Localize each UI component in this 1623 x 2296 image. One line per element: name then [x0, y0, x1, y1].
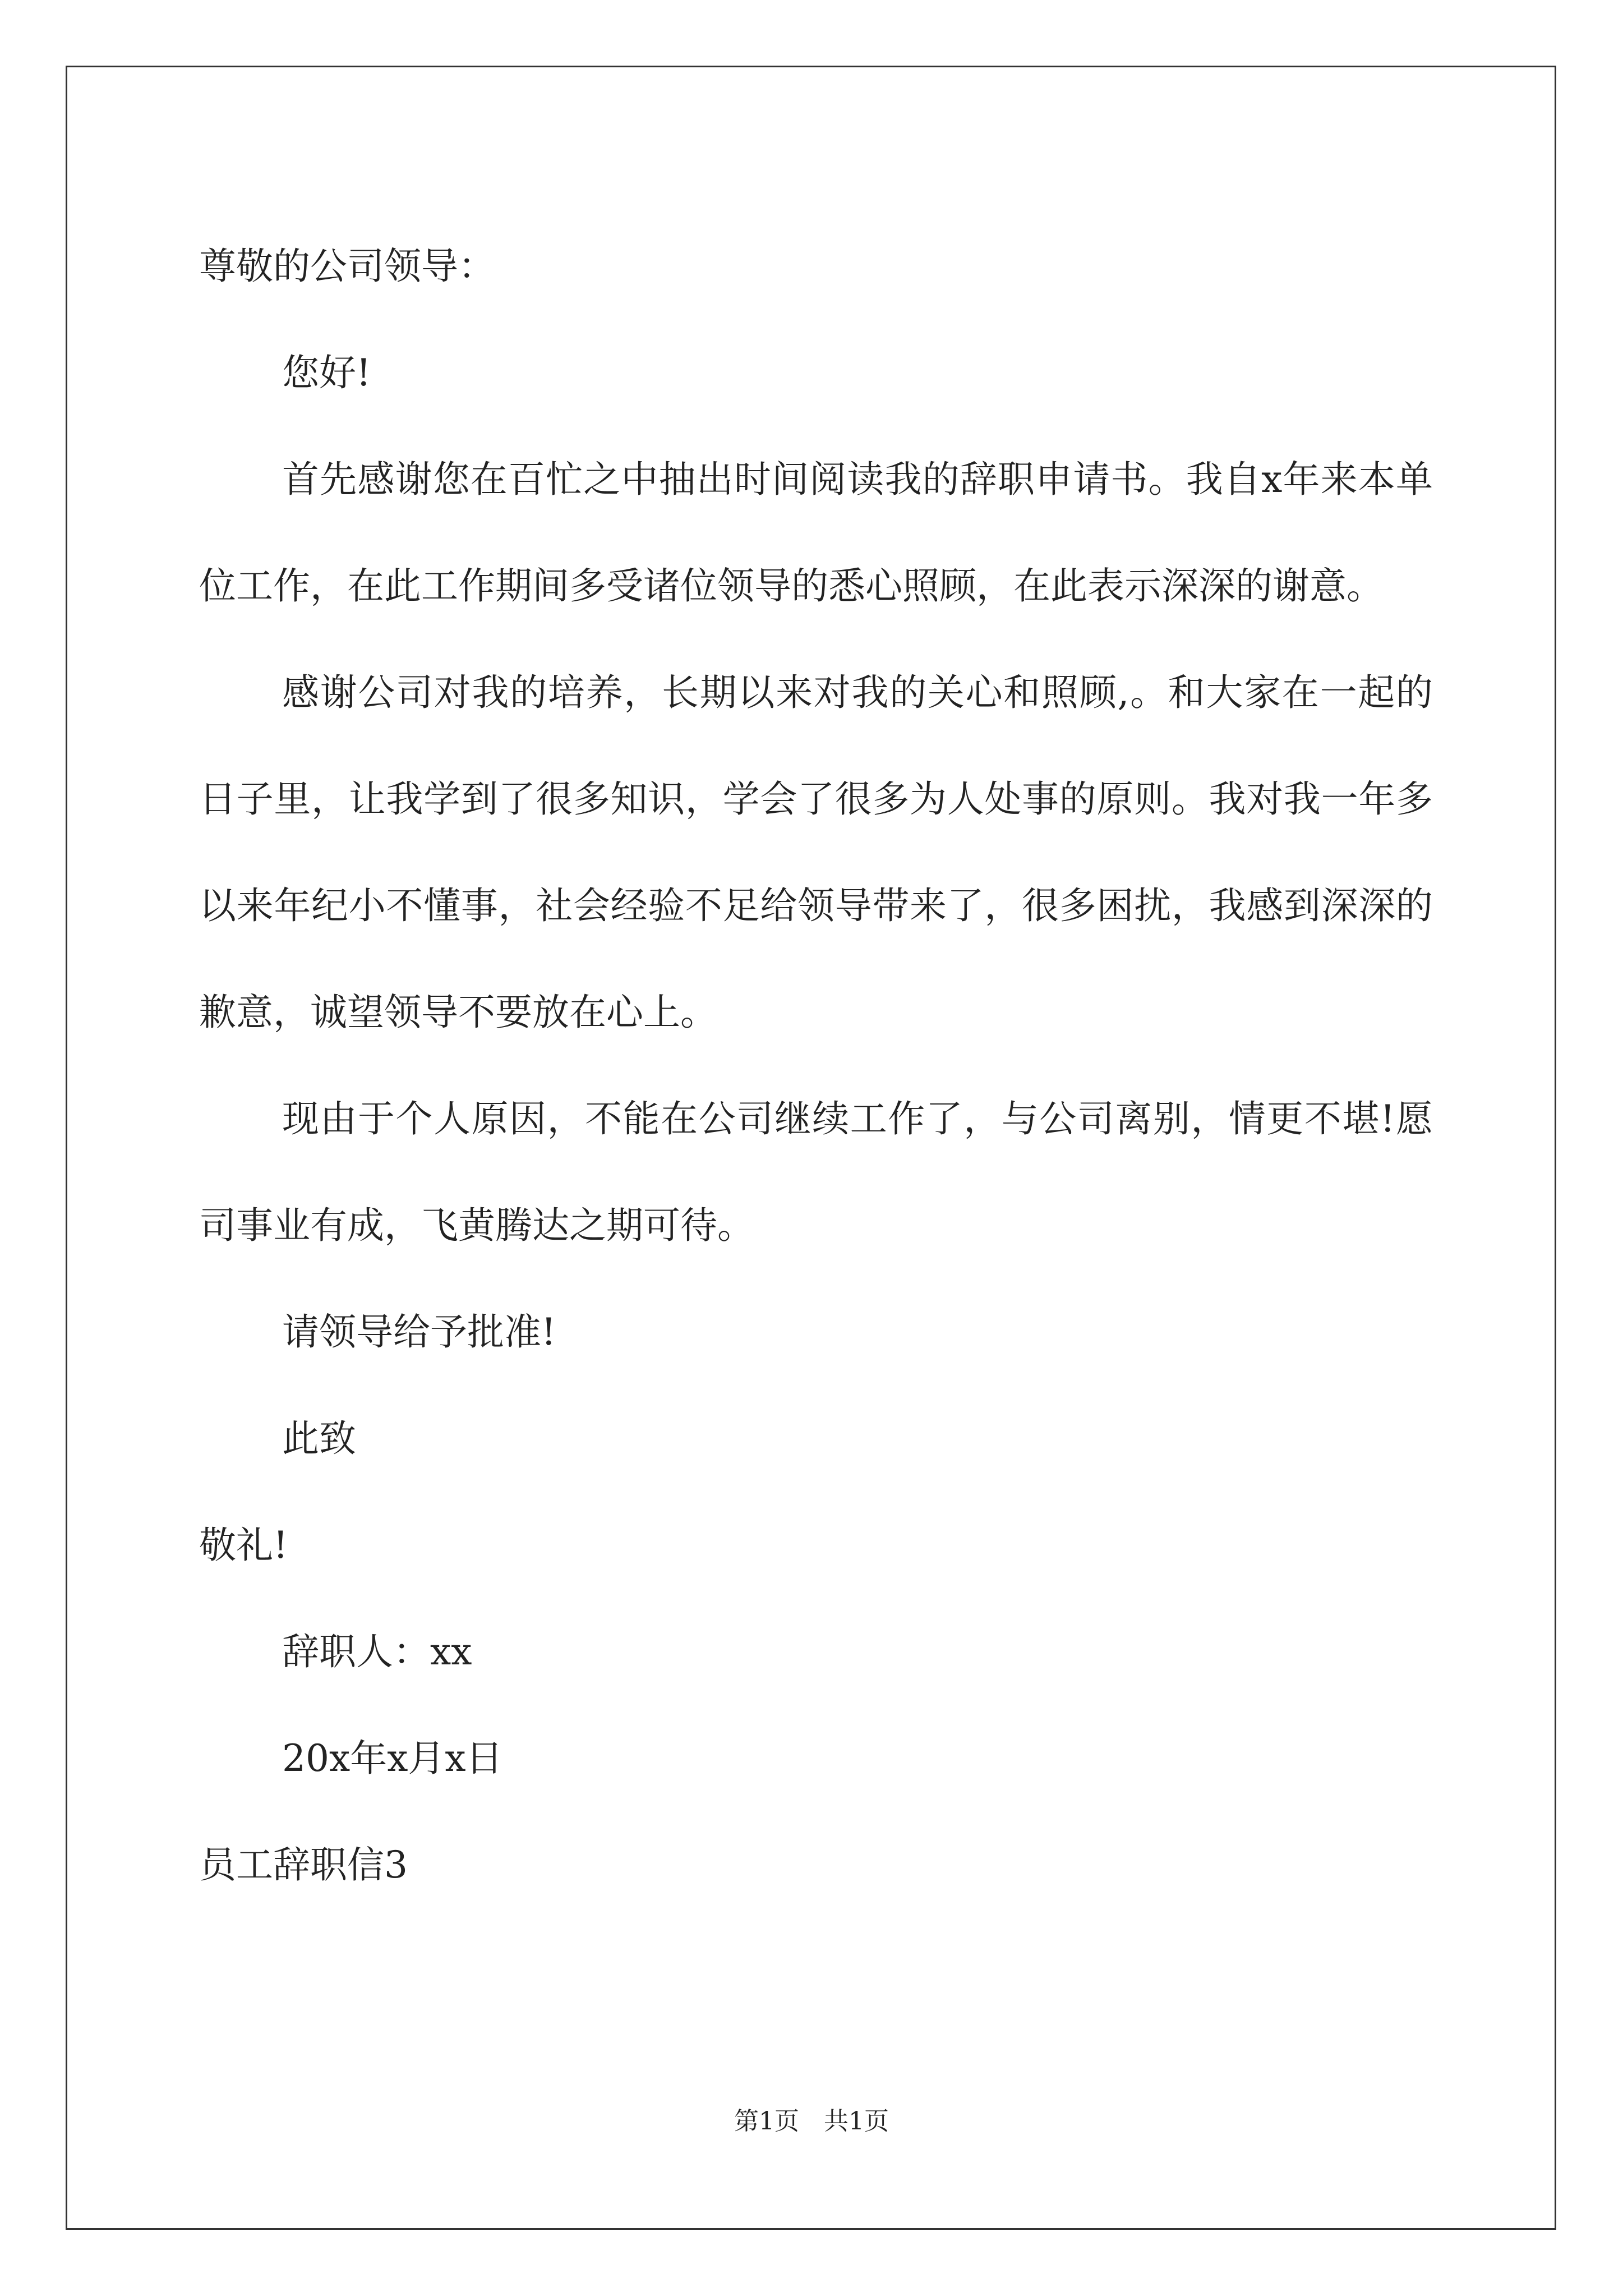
greeting: 您好! — [282, 351, 371, 394]
approval-request: 请领导给予批准! — [282, 1310, 556, 1354]
closing: 此致 — [282, 1417, 356, 1460]
regards: 敬礼! — [199, 1524, 288, 1567]
paragraph-reason: 现由于个人原因，不能在公司继续工作了，与公司离别，情更不堪!愿司事业有成，飞黄腾达之期可待。 — [199, 1097, 1433, 1247]
paragraph-gratitude: 感谢公司对我的培养，长期以来对我的关心和照顾,。和大家在一起的日子里，让我学到了很多知识，学会了很多为人处事的原则。我对我一年多以来年纪小不懂事，社会经验不足给领导带来了，很多困扰，我感到深深的歉意，诚望领导不要放在心上。 — [199, 671, 1433, 1034]
letter-body — [199, 213, 1433, 1918]
salutation: 尊敬的公司领导： — [199, 245, 495, 288]
next-section-heading: 员工辞职信3 — [199, 1843, 408, 1887]
page-footer: 第1页 共1页 — [734, 2107, 889, 2136]
signature: 辞职人：xx — [282, 1630, 472, 1673]
paragraph-thanks: 首先感谢您在百忙之中抽出时间阅读我的辞职申请书。我自x年来本单位工作，在此工作期间多受诸位领导的悉心照顾，在此表示深深的谢意。 — [199, 458, 1433, 608]
date: 20x年x月x日 — [282, 1737, 503, 1780]
